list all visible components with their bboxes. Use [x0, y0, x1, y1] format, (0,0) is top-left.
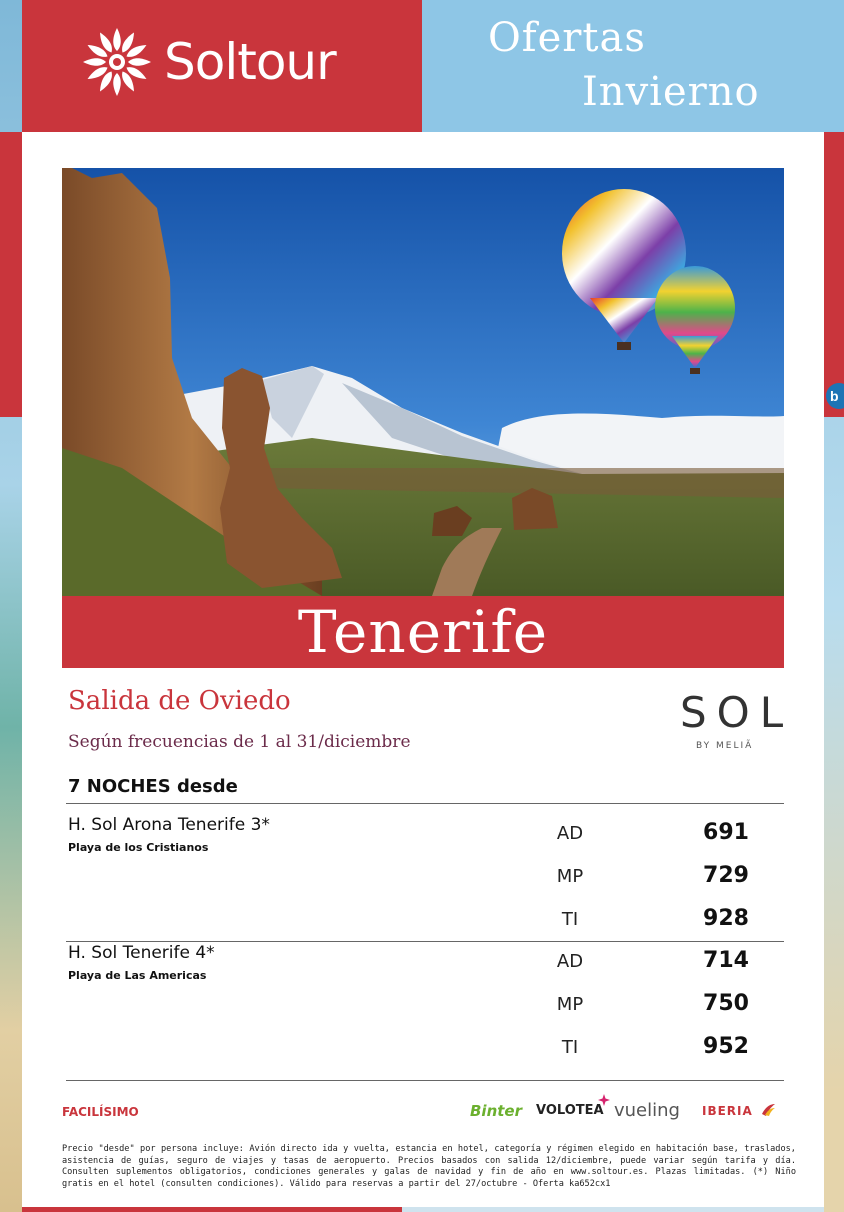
- board-regime: MP: [556, 994, 584, 1015]
- offer-header: [422, 0, 844, 132]
- airline-logo-iberia: IBERIA: [702, 1104, 753, 1118]
- airline-logo-binter: Binter: [470, 1102, 522, 1120]
- departure-frequency: Según frecuencias de 1 al 31/diciembre: [68, 732, 411, 752]
- destination-photo: [62, 168, 784, 596]
- nights-label: 7 NOCHES desde: [68, 776, 238, 797]
- airline-logo-volotea: VOLOTEA: [536, 1103, 604, 1118]
- board-regime: AD: [556, 951, 584, 972]
- rate-row: [66, 985, 784, 1025]
- hotel-location: Playa de Las Americas: [68, 969, 207, 982]
- hotel-brand-logo: SOL: [680, 688, 794, 737]
- star-icon: [598, 1094, 610, 1106]
- airline-logo-vueling: vueling: [614, 1100, 680, 1121]
- board-regime: TI: [561, 1037, 579, 1058]
- offer-title-line1: Ofertas: [488, 15, 646, 61]
- flag-swoosh-icon: [760, 1102, 776, 1118]
- destination-title: Tenerife: [297, 598, 549, 666]
- brand-name: Soltour: [164, 33, 336, 91]
- brand-header: [22, 0, 422, 132]
- tagline: FACILÍSIMO: [62, 1105, 139, 1119]
- hotel-block: [66, 932, 784, 1072]
- rate-row: [66, 814, 784, 854]
- hotel-brand-subtitle: BY MELIÃ: [696, 741, 754, 751]
- offer-card: [22, 132, 824, 1207]
- divider: [66, 1080, 784, 1081]
- circle-badge-icon: b: [826, 383, 844, 409]
- hotel-name: H. Sol Arona Tenerife 3*: [68, 815, 270, 835]
- price: 691: [703, 820, 749, 845]
- hotel-location: Playa de los Cristianos: [68, 841, 209, 854]
- price: 714: [703, 948, 749, 973]
- board-regime: TI: [561, 909, 579, 930]
- offer-title-line2: Invierno: [582, 69, 760, 115]
- bottom-red-strip: [22, 1207, 402, 1212]
- price: 928: [703, 906, 749, 931]
- price: 952: [703, 1034, 749, 1059]
- price: 729: [703, 863, 749, 888]
- red-side-strip-right: [824, 132, 844, 417]
- red-side-strip-left: [0, 132, 22, 417]
- sun-icon: [82, 27, 152, 97]
- fine-print: Precio "desde" por persona incluye: Avión directo ida y vuelta, estancia en hotel, categoría y régimen elegido en habitación base, traslados, asistencia de guías, seguro de viajes y tasas de aeropuerto. Precios basados con salida 12/diciembre, puede variar según tarifa y día. Consulten suplementos obligatorios, condiciones generales y galas de navidad y fin de año en www.soltour.es. Plazas limitadas. (*) Niño gratis en el hotel (consulten condiciones). Válido para reservas a partir del 27/octubre - Oferta ka652cx1: [62, 1144, 796, 1189]
- hotel-block: [66, 804, 784, 941]
- price: 750: [703, 991, 749, 1016]
- hotel-name: H. Sol Tenerife 4*: [68, 943, 215, 963]
- destination-title-band: [62, 596, 784, 668]
- departure-city: Salida de Oviedo: [68, 686, 291, 716]
- rate-row: [66, 1028, 784, 1068]
- board-regime: AD: [556, 823, 584, 844]
- rate-row: [66, 857, 784, 897]
- board-regime: MP: [556, 866, 584, 887]
- rate-row: [66, 942, 784, 982]
